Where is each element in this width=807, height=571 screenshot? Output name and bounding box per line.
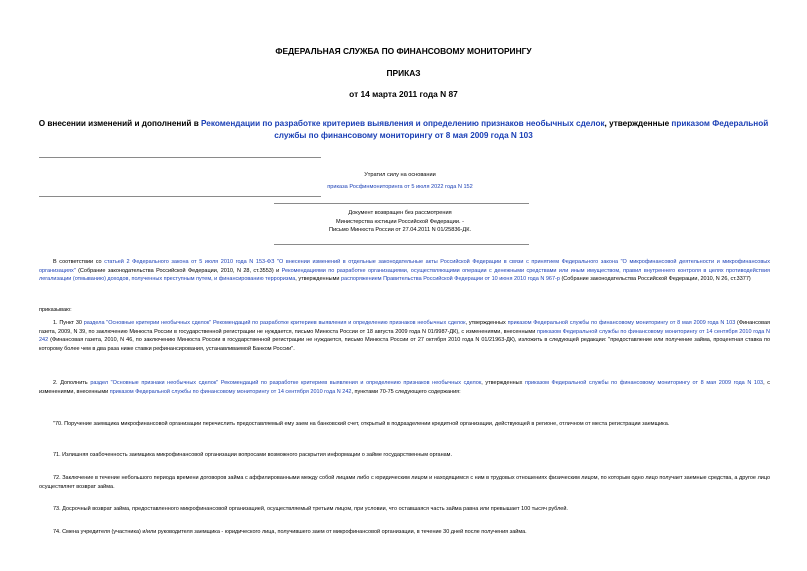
- paragraph-1: 1. Пункт 30 раздела "Основные критерии необычных сделок" Рекомендаций по разработке критериев выявления и определению признаков необычных сделок, утвержденных приказом Федеральной службы по финансовому мониторингу от 8 мая 2009 года N 103 (Финансовая газета, 2009, N 39, по заключению Минюста России в государственной регистрации не нуждается, письмо Минюста России от 18 августа 2009 года N 01/9987-ДК), с изменениями, внесенными приказом Федеральной службы по финансовому мониторингу от 14 сентября 2010 года N 242 (Финансовая газета, 2010, N 46, по заключению Минюста России в государственной регистрации не нуждается, письмо Минюста России от 27 октября 2010 года N 01/21963-ДК), изложить в следующей редакции: "предоставление или получение займа, процентная ставка по которому более чем в два раза ниже ставки рефинансирования, устанавливаемой Банком России".: [39, 320, 770, 352]
- p2-link-section[interactable]: раздел "Основные признаки необычных сделок" Рекомендаций по разработке критериев выявления и определению признаков необычных сделок: [90, 380, 482, 386]
- p1-link-order-242[interactable]: приказом Федеральной службы по финансовому мониторингу от 14 сентября 2010 года N 242: [39, 328, 770, 344]
- title-link-order-103[interactable]: приказом Федеральной службы по финансовому мониторингу от 8 мая 2009 года N 103: [274, 119, 769, 140]
- document-title: О внесении изменений и дополнений в Рекомендации по разработке критериев выявления и определению признаков необычных сделок, утвержденные приказом Федеральной службы по финансовому мониторингу от 8 мая 2009 года N 103: [38, 119, 769, 140]
- returned-note: Документ возвращен без рассмотрения Министерства юстиции Российской Федерации. - Письмо Минюста России от 27.04.2011 N 01/25836-ДК.: [328, 210, 472, 233]
- issuing-authority: ФЕДЕРАЛЬНАЯ СЛУЖБА ПО ФИНАНСОВОМУ МОНИТОРИНГУ: [275, 46, 532, 56]
- divider: [274, 203, 529, 204]
- document-type: ПРИКАЗ: [386, 68, 421, 78]
- preamble-paragraph: В соответствии со статьей 2 Федерального закона от 5 июля 2010 года N 153-ФЗ "О внесении изменений в отдельные законодательные акты Российской Федерации в связи с принятием Федерального закона "О микрофинансовой деятельности и микрофинансовых организациях" (Собрание законодательства Российской Федерации, 2010, N 28, ст.3553) и Рекомендациями по разработке организациями, осуществляющими операции с денежными средствами или иным имуществом, правил внутреннего контроля в целях противодействия легализации (отмыванию) доходов, полученных преступным путем, и финансированию терроризма, утвержденными распоряжением Правительства Российской Федерации от 10 июня 2010 года N 967-р (Собрание законодательства Российской Федерации, 2010, N 26, ст.3377): [39, 259, 771, 283]
- link-government-order-967[interactable]: распоряжением Правительства Российской Федерации от 10 июня 2010 года N 967-р: [340, 276, 560, 283]
- p1-link-order-103[interactable]: приказом Федеральной службы по финансовому мониторингу от 8 мая 2009 года N 103: [507, 320, 736, 326]
- item-73: 73. Досрочный возврат займа, предоставленного микрофинансовой организацией, осуществляемый третьим лицом, при условии, что оставшаяся часть займа равна или превышает 100 тысяч рублей.: [53, 506, 568, 512]
- p2-link-order-103[interactable]: приказом Федеральной службы по финансовому мониторингу от 8 мая 2009 года N 103: [524, 380, 764, 386]
- paragraph-2: 2. Дополнить раздел "Основные признаки необычных сделок" Рекомендаций по разработке критериев выявления и определению признаков необычных сделок, утвержденных приказом Федеральной службы по финансовому мониторингу от 8 мая 2009 года N 103, с изменениями, внесенными приказом Федеральной службы по финансовому мониторингу от 14 сентября 2010 года N 242, пунктами 70-75 следующего содержания:: [39, 380, 771, 395]
- item-74: 74. Смена учредителя (участника) и/или руководителя заемщика - юридического лица, получившего заем от микрофинансовой организации, в течение 30 дней после получения займа.: [53, 529, 527, 535]
- document-date-number: от 14 марта 2011 года N 87: [349, 89, 458, 99]
- title-link-recommendations[interactable]: Рекомендации по разработке критериев выявления и определению признаков необычных сделок: [201, 119, 605, 128]
- lost-force-link[interactable]: приказа Росфинмониторинга от 5 июля 2022 года N 152: [327, 183, 473, 190]
- order-word: приказываю:: [39, 307, 72, 313]
- divider: [39, 157, 321, 158]
- lost-force-note: Утратил силу на основании приказа Росфинмониторинга от 5 июля 2022 года N 152: [327, 172, 473, 190]
- link-federal-law-153[interactable]: статьей 2 Федерального закона от 5 июля 2010 года N 153-ФЗ "О внесении изменений в отдельные законодательные акты Российской Федерации в связи с принятием Федерального закона "О микрофинансовой деятельности и микрофинансовых организациях": [39, 259, 770, 274]
- item-72: 72. Заключение в течение небольшого периода времени договоров займа с аффилированными между собой лицами либо с юридическим лицом и находящимся с ним в трудовых отношениях физическим лицом, по которым одно лицо получает заемные средства, а другое лицо осуществляет возврат займа.: [39, 475, 770, 490]
- p1-link-section[interactable]: раздела "Основные критерии необычных сделок" Рекомендаций по разработке критериев выявления и определению признаков необычных сделок: [83, 320, 466, 326]
- link-internal-control-recommendations[interactable]: Рекомендациями по разработке организациями, осуществляющими операции с денежными средствами или иным имуществом, правил внутреннего контроля в целях противодействия легализации (отмыванию) доходов, полученных преступным путем, и финансированию терроризма: [39, 267, 771, 283]
- p2-link-order-242[interactable]: приказом Федеральной службы по финансовому мониторингу от 14 сентября 2010 года N 242: [109, 388, 352, 395]
- item-70: "70. Поручение заемщика микрофинансовой организации перечислить предоставляемый ему заем на банковский счет, открытый в подразделении кредитной организации, действующей в регионе, отличном от места регистрации заемщика.: [53, 421, 670, 427]
- divider: [39, 196, 321, 197]
- item-71: 71. Излишняя озабоченность заемщика микрофинансовой организации вопросами возможного раскрытия информации о займе государственным органам.: [53, 452, 452, 458]
- divider: [274, 244, 529, 245]
